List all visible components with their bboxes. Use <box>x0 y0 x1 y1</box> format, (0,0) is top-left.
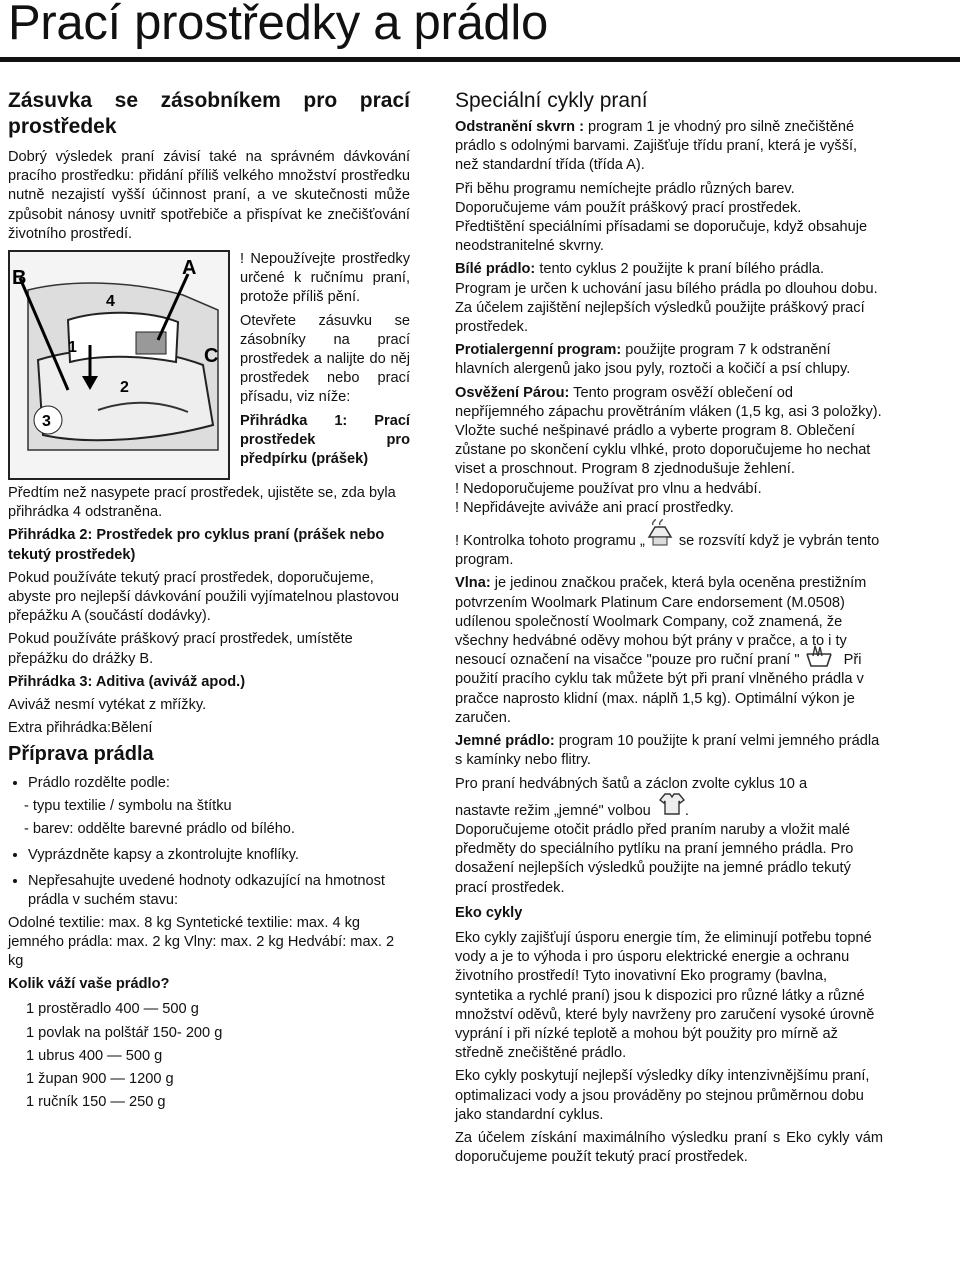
list-item: 1 ubrus 400 — 500 g <box>26 1047 163 1064</box>
weight-limit-note: Nepřesahujte uvedené hodnoty odkazující na hmotnost prádla v suchém stavu: <box>28 873 385 909</box>
handwash-icon <box>804 644 834 668</box>
before-pour-note: Předtím než nasypete prací prostředek, ujistěte se, zda byla přihrádka 4 odstraněna. <box>8 485 396 521</box>
sort-by-fabric: - typu textilie / symbolu na štítku <box>24 797 232 814</box>
eco-paragraph-1: Eko cykly zajišťují úsporu energie tím, že eliminují potřebu topné vody a je to výhoda i pro úsporu elektrické energie a ochranu životního prostředí! Tyto inovativní Eko programy (bavlna, syntetika a rychlé praní) jsou k dispozici pro různé látky a různé množství oděvů, které byly navrženy pro zaručení vysoké úrovně vyprání i při nízké teplotě a mohou být použity pro mírně až středně znečištěné prádlo. <box>455 929 875 1062</box>
antiallergen-paragraph <box>455 341 883 379</box>
figure-label-4: 4 <box>106 293 115 311</box>
steam-refresh-text: Tento program osvěží oblečení od nepříjemného zápachu provětráním vláken (1,5 kg, asi 3 položky). Vložte suché nešpinavé prádlo a vyberte program 8. Oblečení zůstane po skončení cyklu vlhké, proto doporučujeme ho nechat viset a proschnout. Program 8 zjednodušuje žehlení. <box>455 384 882 478</box>
gentle-mode-period: . <box>684 802 689 819</box>
figure-label-1: 1 <box>68 339 77 357</box>
prep-list <box>8 774 410 793</box>
no-detergent-warning: ! Nepřidávejte aviváže ani prací prostředky. <box>455 499 734 516</box>
white-laundry-paragraph <box>455 260 883 337</box>
wool-label: Vlna: <box>455 575 491 592</box>
eco-paragraph-3: Za účelem získání maximálního výsledku praní s Eko cykly vám doporučujeme použít tekutý prací prostředek. <box>455 1129 883 1166</box>
eco-paragraph-2: Eko cykly poskytují nejlepší výsledky díky intenzivnějšímu praní, optimalizaci vody a jsou prováděny po stejnou průměrnou dobu jako standardní cyklus. <box>455 1068 870 1123</box>
compartment-2-label: Přihrádka 2: Prostředek pro cyklus praní (prášek nebo tekutý prostředek) <box>8 527 385 563</box>
liquid-detergent-note: Pokud používáte tekutý prací prostředek, doporučujeme, abyste pro nejlepší dávkování použili vyjímatelnou plastovou přepážku A (součástí dodávky). <box>8 569 400 625</box>
indicator-text-b: se rozsvítí když je vybrán tento program. <box>455 533 880 569</box>
weight-limits: Odolné textilie: max. 8 kg Syntetické textilie: max. 4 kg jemného prádla: max. 2 kg Vlny: max. 2 kg Hedvábí: max. 2 kg <box>8 914 395 970</box>
stain-colors-note: Při běhu programu nemíchejte prádlo různých barev. <box>455 180 795 197</box>
list-item: 1 župan 900 — 1200 g <box>26 1071 174 1088</box>
stain-powder-note: Doporučujeme vám použít práškový prací prostředek. <box>455 199 802 216</box>
stain-pretreat-note: Předtištění speciálními přísadami se doporučuje, když obsahuje neodstranitelné skvrny. <box>455 219 868 255</box>
list-item <box>28 872 410 910</box>
sort-by-color: - barev: oddělte barevné prádlo od bílého. <box>24 820 295 837</box>
list-item: 1 prostěradlo 400 — 500 g <box>26 1001 199 1018</box>
list-item <box>28 774 410 793</box>
right-column <box>455 88 883 1171</box>
steam-refresh-label: Osvěžení Párou: <box>455 384 570 401</box>
handwash-warning: ! Nepoužívejte prostředky určené k ručnímu praní, protože příliš pění. <box>240 251 410 306</box>
page-title: Prací prostředky a prádlo <box>8 0 548 50</box>
curtains-note: Pro praní hedvábných šatů a záclon zvolte cyklus 10 a <box>455 775 808 792</box>
compartment-3-label: Přihrádka 3: Aditiva (aviváž apod.) <box>8 673 246 690</box>
stain-removal-label: Odstranění skvrn : <box>455 119 584 135</box>
title-rule <box>0 57 960 62</box>
weight-heading: Kolik váží vaše prádlo? <box>8 976 170 993</box>
open-drawer-instruction: Otevřete zásuvku se zásobníky na prací prostředek a nalijte do něj prostředek nebo prací přísadu, viz níže: <box>240 312 410 406</box>
antiallergen-label: Protialergenní program: <box>455 342 622 359</box>
stain-removal-text: program 1 je vhodný pro silně znečištěné prádlo s odolnými barvami. Zajišťuje třídu praní, která je vyšší, než standardní třída (třída A). <box>455 119 858 174</box>
special-cycles-heading: Speciální cykly praní <box>455 89 648 112</box>
figure-label-c: C <box>204 345 219 368</box>
gentle-mode-text: nastavte režim „jemné" volbou <box>455 802 651 819</box>
figure-label-3: 3 <box>42 413 51 431</box>
gentle-garment-icon <box>659 792 685 816</box>
extra-compartment: Extra přihrádka:Bělení <box>8 720 153 737</box>
gentle-advice: Doporučujeme otočit prádlo před praním naruby a vložit malé předměty do speciálního pytlíku na praní jemného prádla. Pro dosažení nejlepších výsledků použijte na jemné prádlo tekutý prací prostředek. <box>455 821 854 896</box>
wool-silk-warning: ! Nedoporučujeme používat pro vlnu a hedvábí. <box>455 480 762 497</box>
softener-note: Aviváž nesmí vytékat z mřížky. <box>8 697 207 714</box>
wool-text-a: je jedinou značkou praček, která byla oceněna prestižním potvrzením Woolmark Platinum Care endorsement (M.0508) udílenou společností Woolmark Company, což znamená, že všechny hedvábné oděvy mohou být prány v pračce, a to i ty nesoucí označení na visačce "pouze pro ruční praní " <box>455 575 867 669</box>
wool-text-b: Při použití pracího cyklu tak můžete být při praní vlněného prádla v pračce naprosto klidní (max. náplň 1,5 kg). Optimální výkon je zaručen. <box>455 652 864 726</box>
indicator-text-a: ! Kontrolka tohoto programu „ <box>455 533 645 550</box>
figure-label-2: 2 <box>120 379 129 397</box>
steam-refresh-paragraph <box>455 384 883 480</box>
antiallergen-text: použijte program 7 k odstranění hlavních alergenů jako jsou pyly, roztoči a kočičí a psí chlupy. <box>455 342 851 378</box>
gentle-label: Jemné prádlo: <box>455 733 555 750</box>
empty-pockets: Vyprázdněte kapsy a zkontrolujte knoflíky. <box>28 847 299 864</box>
list-item: 1 povlak na polštář 150- 200 g <box>26 1024 223 1041</box>
white-laundry-text: tento cyklus 2 použijte k praní bílého prádla. Program je určen k uchování jasu bílého prádla po dlouhou dobu. Za účelem zajištění nejlepších výsledků použijte práškový prací prostředek. <box>455 261 878 336</box>
laundry-prep-heading: Příprava prádla <box>8 743 154 766</box>
sort-instruction: Prádlo rozdělte podle: <box>28 775 170 792</box>
list-item <box>28 846 410 865</box>
white-laundry-label: Bílé prádlo: <box>455 261 536 278</box>
dispenser-drawer-illustration <box>8 250 230 480</box>
weight-list <box>8 1000 410 1112</box>
intro-paragraph: Dobrý výsledek praní závisí také na správném dávkování pracího prostředku: přidání příliš velkého množství prostředku nutně nezajistí vyšší účinnost praní, a ve skutečnosti může způsobit nánosy uvnitř spotřebiče a přispívat ke znečišťování životního prostředí. <box>8 149 410 242</box>
indicator-paragraph <box>455 532 883 570</box>
list-item: 1 ručník 150 — 250 g <box>26 1094 166 1111</box>
dispenser-heading: Zásuvka se zásobníkem pro prací prostředek <box>8 89 410 138</box>
gentle-mode-note <box>455 802 883 821</box>
gentle-text: program 10 použijte k praní velmi jemného prádla s kamínky nebo flitry. <box>455 733 880 769</box>
gentle-paragraph <box>455 732 883 770</box>
stain-removal-paragraph <box>455 118 883 176</box>
compartment-1-label: Přihrádka 1: Prací prostředek pro předpírku (prášek) <box>240 412 410 468</box>
left-column <box>8 88 410 1117</box>
prep-list-continued <box>8 846 410 911</box>
wool-paragraph <box>455 574 883 728</box>
figure-label-b: B <box>12 267 27 290</box>
figure-label-a: A <box>182 257 197 280</box>
steam-program-icon <box>645 519 675 547</box>
powder-detergent-note: Pokud používáte práškový prací prostředek, umístěte přepážku do drážky B. <box>8 631 353 667</box>
eco-cycles-heading: Eko cykly <box>455 904 523 921</box>
